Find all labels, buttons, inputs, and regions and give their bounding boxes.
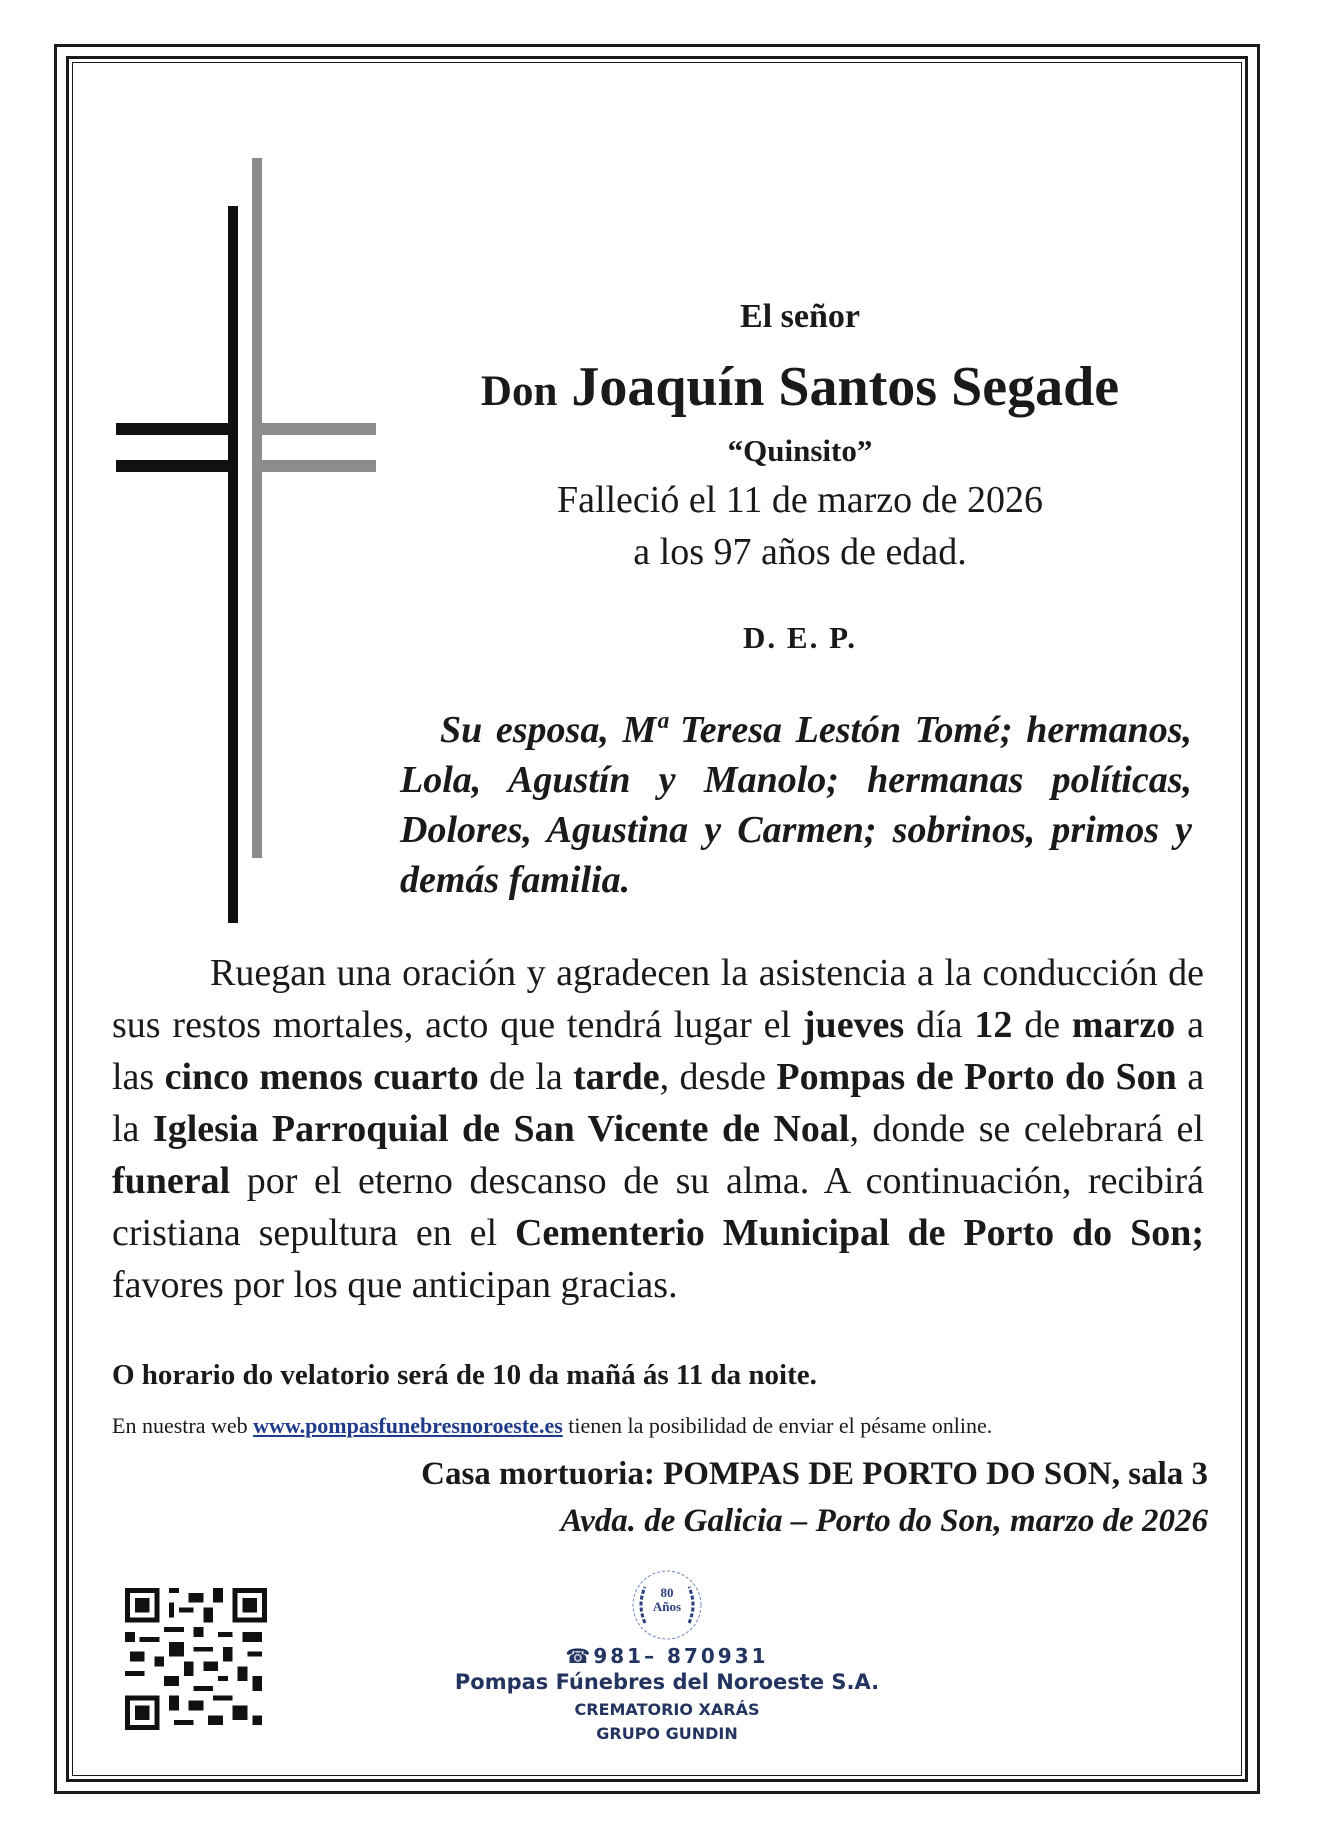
dep: D. E. P. [743, 620, 857, 655]
family-list: Su esposa, Mª Teresa Lestón Tomé; hermanos, Lola, Agustín y Manolo; hermanas políticas, Dolores, Agustina y Carmen; sobrinos, primos y demás familia. [400, 709, 1192, 901]
death-date: Falleció el 11 de marzo de 2026 [556, 479, 1044, 521]
honorific: Don [480, 368, 558, 415]
deceased-name [380, 355, 1220, 419]
age: a los 97 años de edad. [633, 531, 967, 573]
web-notice: En nuestra web www.pompasfunebresnoroeste.es tienen la posibilidad de enviar el pésame online. [112, 1413, 993, 1438]
crematorio: CREMATORIO XARÁS [574, 1700, 760, 1719]
grupo: GRUPO GUNDIN [596, 1724, 738, 1743]
website-link[interactable]: www.pompasfunebresnoroeste.es [253, 1413, 563, 1438]
velatorio-hours: O horario do velatorio será de 10 da mañá ás 11 da noite. [112, 1359, 817, 1391]
cross-icon [116, 158, 376, 923]
nickname: “Quinsito” [727, 433, 873, 468]
address-date: Avda. de Galicia – Porto do Son, marzo de 2026 [560, 1503, 1208, 1539]
announcement: Ruegan una oración y agradecen la asistencia a la conducción de sus restos mortales, acto que tendrá lugar el jueves día 12 de marzo a las cinco menos cuarto de la tarde, desde Pompas de Porto do Son a la Iglesia Parroquial de San Vicente de Noal, donde se celebrará el funeral por el eterno descanso de su alma. A continuación, recibirá cristiana sepultura en el Cementerio Municipal de Porto do Son; favores por los que anticipan gracias. [112, 952, 1205, 1306]
company-name: Pompas Fúnebres del Noroeste S.A. [454, 1670, 880, 1694]
phone-number: ☎981– 870931 [565, 1644, 769, 1668]
casa-mortuoria: Casa mortuoria: POMPAS DE PORTO DO SON, sala 3 [421, 1456, 1208, 1492]
deceased-fullname: Joaquín Santos Segade [571, 356, 1120, 418]
qr-code-icon[interactable] [125, 1588, 267, 1730]
title-prefix: El señor [740, 298, 860, 335]
anniversary-seal-text: 80 Años [652, 1585, 682, 1614]
phone-icon: ☎ [565, 1644, 594, 1668]
